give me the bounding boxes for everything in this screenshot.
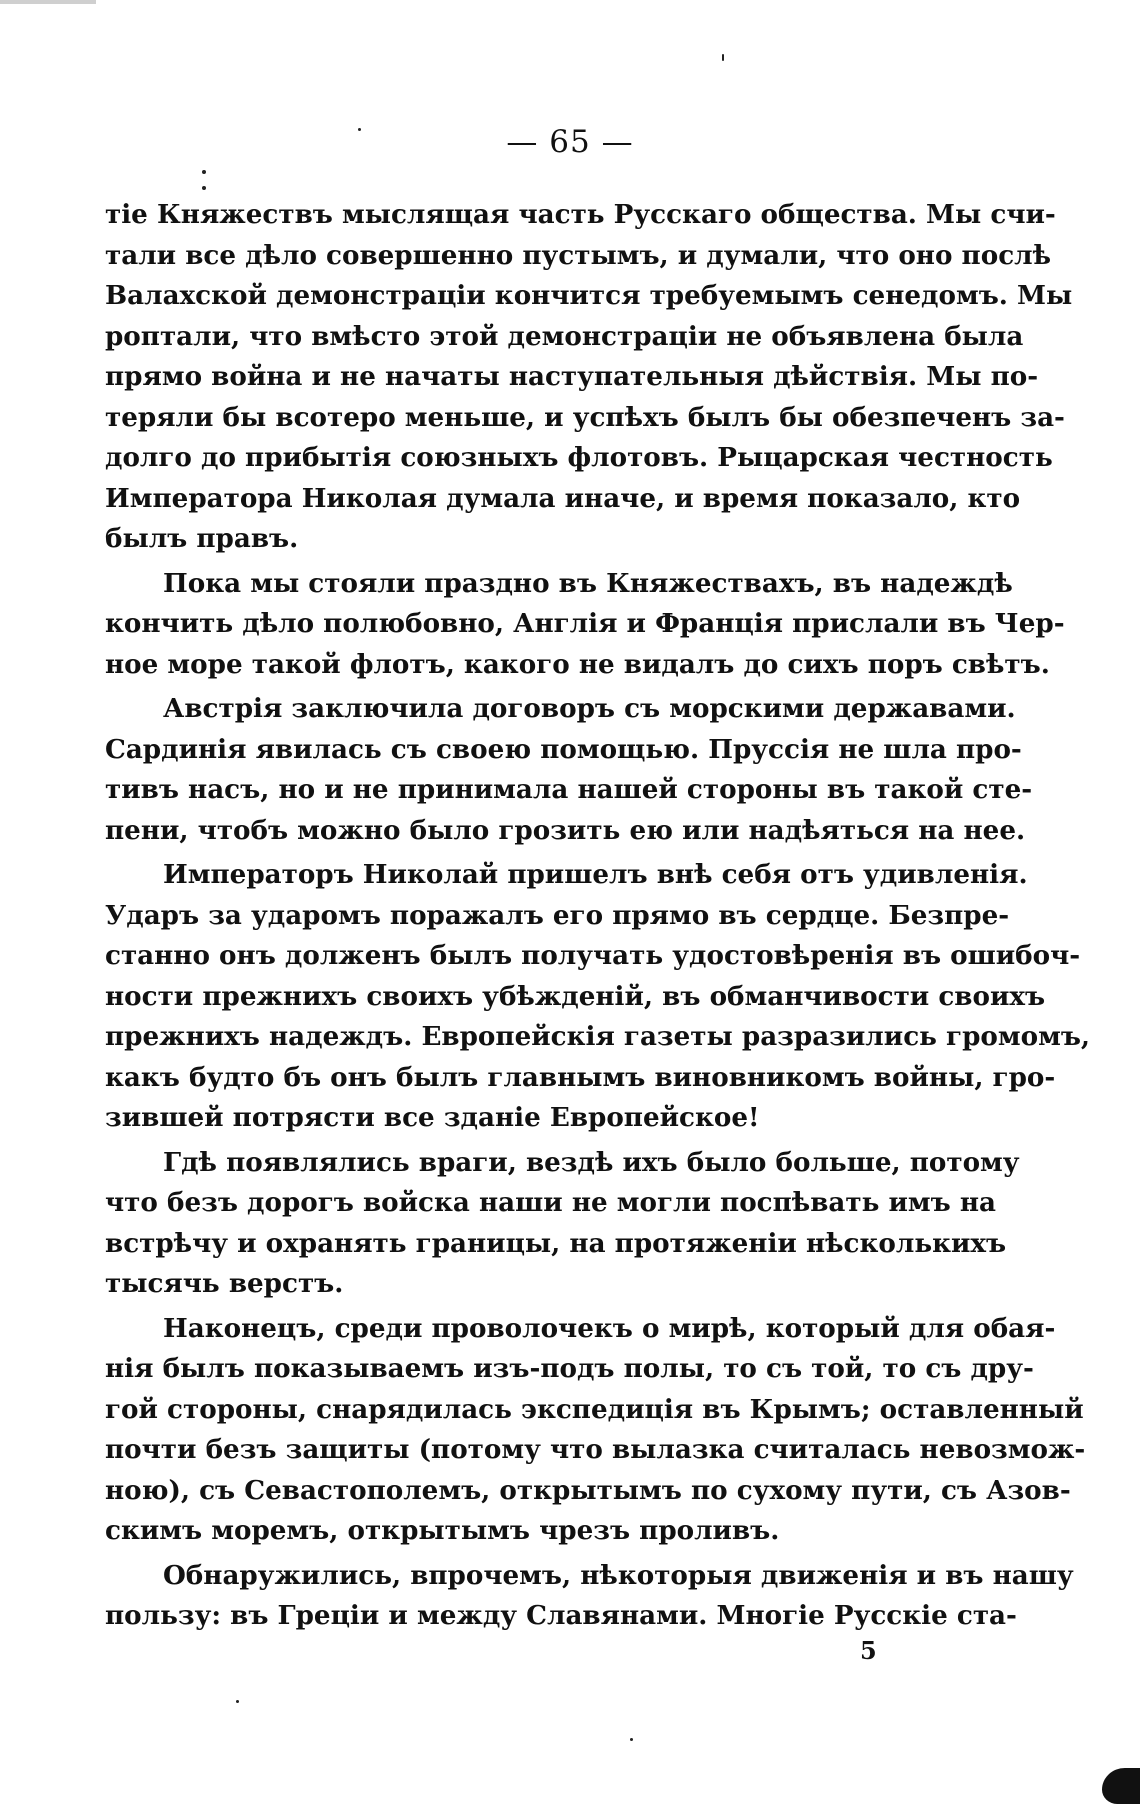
text-line: ное море такой флотъ, какого не видалъ до сихъ поръ свѣтъ.: [105, 648, 1050, 680]
scan-speck: [202, 186, 206, 190]
text-line: ною), съ Севастополемъ, открытымъ по сухому пути, съ Азов-: [105, 1474, 1071, 1506]
text-line: Сардинія явилась съ своею помощью. Пруссія не шла про-: [105, 733, 1022, 765]
text-line: пени, чтобъ можно было грозить ею или надѣяться на нее.: [105, 814, 1026, 846]
text-line: долго до прибытія союзныхъ флотовъ. Рыцарская честность: [105, 442, 1053, 473]
text-line: Наконецъ, среди проволочекъ о мирѣ, который для обая-: [163, 1312, 1056, 1344]
scan-speck: [236, 1700, 239, 1703]
signature-mark: 5: [860, 1636, 877, 1665]
paragraph: [105, 564, 1065, 686]
text-line: Гдѣ появлялись враги, вездѣ ихъ было больше, потому: [163, 1146, 1020, 1178]
text-line: Обнаружились, впрочемъ, нѣкоторыя движенія и въ нашу: [163, 1559, 1074, 1591]
text-line: Пока мы стояли праздно въ Княжествахъ, въ надеждѣ: [163, 567, 1013, 599]
text-line: тивъ насъ, но и не принимала нашей стороны въ такой сте-: [105, 774, 1033, 805]
scan-speck: [358, 128, 361, 131]
text-line: какъ будто бъ онъ былъ главнымъ виновникомъ войны, гро-: [105, 1061, 1056, 1093]
text-line: зившей потрясти все зданіе Европейское!: [105, 1102, 760, 1133]
text-line: Императора Николая думала иначе, и время показало, кто: [105, 482, 1021, 514]
text-line: встрѣчу и охранять границы, на протяженіи нѣсколькихъ: [105, 1227, 1007, 1259]
paragraph: [105, 855, 1091, 1139]
text-line: тысячь верстъ.: [105, 1268, 344, 1299]
page-body-text: [105, 195, 1091, 1637]
text-line: Ударъ за ударомъ поражалъ его прямо въ сердце. Безпре-: [105, 899, 1010, 931]
text-line: былъ правъ.: [105, 523, 299, 554]
text-line: кончить дѣло полюбовно, Англія и Франція прислали въ Чер-: [105, 608, 1065, 639]
text-line: теряли бы всотеро меньше, и успѣхъ былъ бы обезпеченъ за-: [105, 401, 1065, 433]
scan-edge-mark: [0, 0, 96, 4]
paragraph: [105, 1556, 1074, 1637]
scan-speck: [722, 54, 724, 61]
paragraph: [105, 1143, 1020, 1305]
scan-blot: [1102, 1768, 1140, 1804]
text-line: тали все дѣло совершенно пустымъ, и думали, что оно послѣ: [105, 239, 1052, 271]
text-line: ности прежнихъ своихъ убѣжденій, въ обманчивости своихъ: [105, 980, 1046, 1012]
text-line: прежнихъ надеждъ. Европейскія газеты разразились громомъ,: [105, 1021, 1091, 1052]
scan-speck: [630, 1738, 633, 1741]
text-line: пользу: въ Греціи и между Славянами. Многіе Русскіе ста-: [105, 1600, 1017, 1631]
text-line: нія былъ показываемъ изъ-подъ полы, то съ той, то съ дру-: [105, 1353, 1034, 1384]
paragraph: [105, 1309, 1086, 1552]
page-number: — 65 —: [506, 124, 634, 160]
text-line: скимъ моремъ, открытымъ чрезъ проливъ.: [105, 1515, 780, 1546]
paragraph: [105, 689, 1033, 851]
text-line: Австрія заключила договоръ съ морскими державами.: [163, 693, 1016, 724]
text-line: Валахской демонстраціи кончится требуемымъ сенедомъ. Мы: [105, 280, 1073, 311]
paragraph: [105, 195, 1073, 560]
text-line: станно онъ долженъ былъ получать удостовѣренія въ ошибоч-: [105, 940, 1081, 971]
text-line: прямо война и не начаты наступательныя дѣйствія. Мы по-: [105, 361, 1039, 392]
text-line: Императоръ Николай пришелъ внѣ себя отъ удивленія.: [163, 859, 1028, 890]
scan-speck: [202, 170, 206, 174]
text-line: тіе Княжествъ мыслящая часть Русскаго общества. Мы счи-: [105, 199, 1056, 230]
text-line: что безъ дорогъ войска наши не могли поспѣвать имъ на: [105, 1187, 996, 1218]
text-line: почти безъ защиты (потому что вылазка считалась невозмож-: [105, 1434, 1086, 1465]
text-line: гой стороны, снарядилась экспедиція въ Крымъ; оставленный: [105, 1393, 1084, 1425]
text-line: роптали, что вмѣсто этой демонстраціи не объявлена была: [105, 320, 1024, 352]
